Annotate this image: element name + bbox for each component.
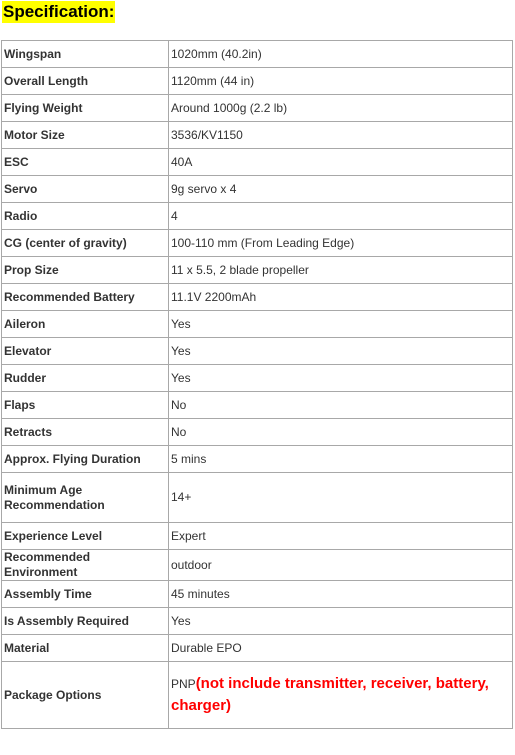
table-row — [2, 365, 513, 392]
spec-label: Minimum Age Recommendation — [2, 473, 169, 523]
table-row — [2, 149, 513, 176]
spec-label: Flaps — [2, 392, 169, 419]
table-row — [2, 473, 513, 523]
specification-table — [1, 40, 513, 729]
spec-value: Around 1000g (2.2 lb) — [169, 95, 513, 122]
spec-value: 11.1V 2200mAh — [169, 284, 513, 311]
spec-value: 4 — [169, 203, 513, 230]
spec-value: 100-110 mm (From Leading Edge) — [169, 230, 513, 257]
spec-label: Servo — [2, 176, 169, 203]
spec-label: Experience Level — [2, 523, 169, 550]
spec-label: ESC — [2, 149, 169, 176]
spec-value: Durable EPO — [169, 635, 513, 662]
spec-value: No — [169, 419, 513, 446]
spec-label: Motor Size — [2, 122, 169, 149]
spec-value: 14+ — [169, 473, 513, 523]
table-row — [2, 122, 513, 149]
table-row — [2, 257, 513, 284]
spec-value: 9g servo x 4 — [169, 176, 513, 203]
table-row — [2, 608, 513, 635]
spec-value: 11 x 5.5, 2 blade propeller — [169, 257, 513, 284]
spec-label: Approx. Flying Duration — [2, 446, 169, 473]
table-row — [2, 338, 513, 365]
spec-label: Material — [2, 635, 169, 662]
table-row — [2, 635, 513, 662]
table-row — [2, 311, 513, 338]
spec-label: Is Assembly Required — [2, 608, 169, 635]
table-row — [2, 662, 513, 729]
page-title: Specification: — [3, 2, 115, 21]
spec-value: 1020mm (40.2in) — [169, 41, 513, 68]
package-options-label: Package Options — [2, 662, 169, 729]
spec-label: Flying Weight — [2, 95, 169, 122]
spec-label: Assembly Time — [2, 581, 169, 608]
spec-value: Expert — [169, 523, 513, 550]
table-row — [2, 523, 513, 550]
spec-value: outdoor — [169, 550, 513, 581]
spec-label: Prop Size — [2, 257, 169, 284]
spec-value: Yes — [169, 365, 513, 392]
spec-value: 5 mins — [169, 446, 513, 473]
spec-value: Yes — [169, 608, 513, 635]
spec-value: No — [169, 392, 513, 419]
spec-label: Retracts — [2, 419, 169, 446]
table-row — [2, 581, 513, 608]
spec-label: Wingspan — [2, 41, 169, 68]
spec-value: Yes — [169, 311, 513, 338]
table-row — [2, 68, 513, 95]
table-row — [2, 230, 513, 257]
spec-value: 45 minutes — [169, 581, 513, 608]
spec-value: Yes — [169, 338, 513, 365]
table-row — [2, 41, 513, 68]
package-options-value — [169, 662, 513, 729]
spec-value: 3536/KV1150 — [169, 122, 513, 149]
table-row — [2, 176, 513, 203]
spec-label: Recommended Battery — [2, 284, 169, 311]
table-row — [2, 419, 513, 446]
spec-value: 40A — [169, 149, 513, 176]
spec-label: Radio — [2, 203, 169, 230]
spec-label: Recommended Environment — [2, 550, 169, 581]
package-type: PNP — [171, 677, 196, 691]
package-note: (not include transmitter, receiver, battery, charger) — [171, 675, 489, 714]
table-row — [2, 203, 513, 230]
spec-label: Elevator — [2, 338, 169, 365]
table-row — [2, 284, 513, 311]
table-row — [2, 95, 513, 122]
spec-value: 1120mm (44 in) — [169, 68, 513, 95]
table-row — [2, 550, 513, 581]
table-row — [2, 446, 513, 473]
spec-label: Rudder — [2, 365, 169, 392]
spec-label: CG (center of gravity) — [2, 230, 169, 257]
spec-label: Overall Length — [2, 68, 169, 95]
spec-label: Aileron — [2, 311, 169, 338]
table-row — [2, 392, 513, 419]
